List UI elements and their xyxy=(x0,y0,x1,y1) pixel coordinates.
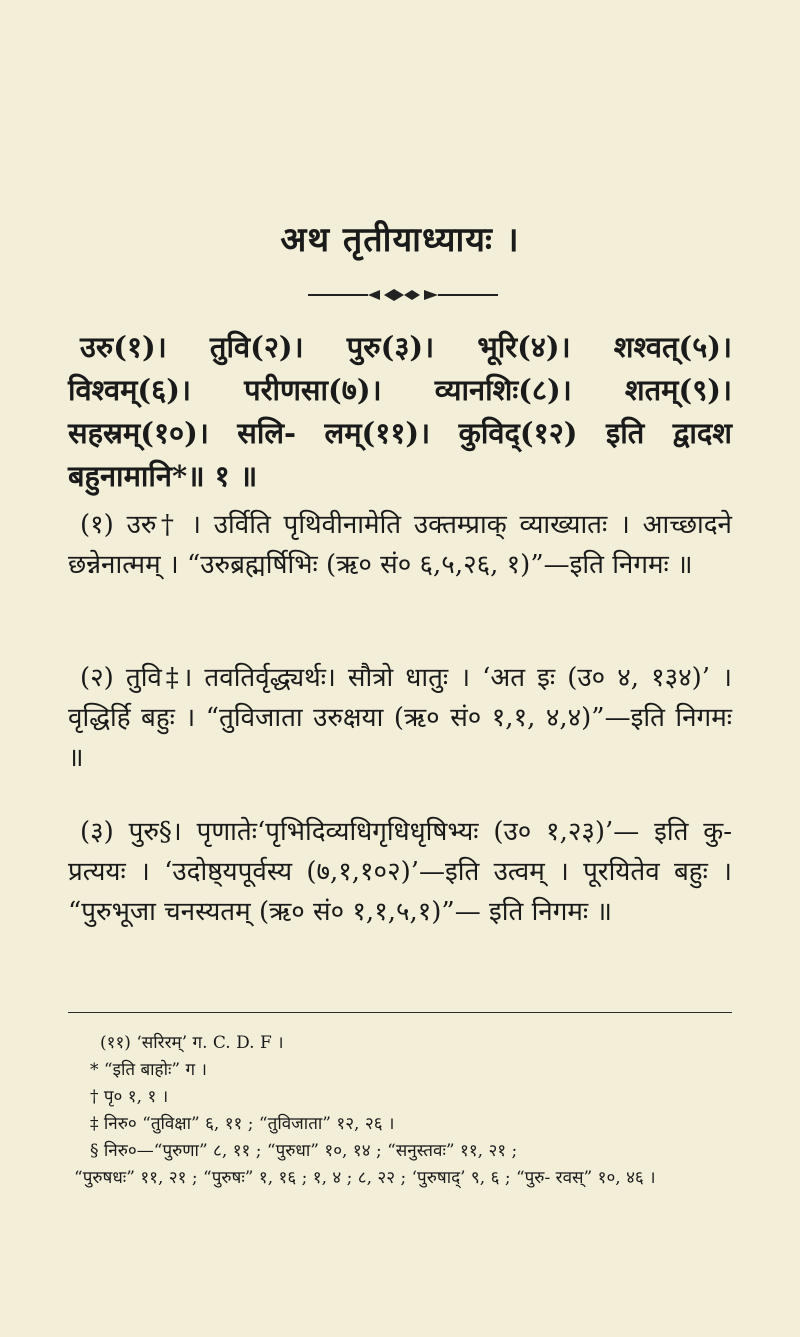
verse-text: उरु(१)। तुवि(२)। पुरु(३)। भूरि(४)। शश्वत्(५)। विश्वम्(६)। परीणसा(७)। व्यानशिः(८)। शतम्(९)। सहस्रम्(१०)। सलि- लम्(११)। कुविद्(१२) इति द्वादश बहुनामानि*॥ १ ॥ xyxy=(68,330,732,493)
commentary-para-2: (२) तुवि‡। तवतिर्वृद्ध्यर्थः। सौत्रो धातुः । ‘अत इः (उ० ४, १३४)’ । वृद्धिर्हि बहुः । “तुविजाता उरुक्षया (ऋ० सं० १,१, ४,४)”—इति निगमः ॥ xyxy=(68,663,732,773)
footnote-separator xyxy=(68,1012,732,1013)
footnote-dagger: † पृ० १, १ । xyxy=(90,1087,169,1107)
footnotes xyxy=(74,1030,730,1192)
ornament-divider xyxy=(308,288,498,302)
footnote-section-continued: “पुरुषधः” ११, २१ ; “पुरुषः” १, १६ ; १, ४ ; ८, २२ ; ‘पुरुषाद्’ ९, ६ ; “पुरु- रवस्” १०, ४६ । xyxy=(74,1168,656,1188)
commentary-para-1: (१) उरु† । उर्विति पृथिवीनामेति उक्तम्प्राक् व्याख्यातः । आच्छादने छन्नेनात्मम् । “उरुब्रह्मर्षिभिः (ऋ० सं० ६,५,२६, १)”—इति निगमः ॥ xyxy=(68,510,732,580)
chapter-title: अथ तृतीयाध्यायः । xyxy=(280,220,520,260)
footnote-11: (११) ‘सरिरम्’ ग. C. D. F । xyxy=(100,1033,284,1053)
footnote-section: § निरु०—“पुरुणा” ८, ११ ; “पुरुधा” १०, १४ ; “सनुस्तवः” ११, २१ ; xyxy=(90,1141,518,1161)
footnote-double-dagger: ‡ निरु० “तुविक्षा” ६, ११ ; “तुविजाता” १२, २६ । xyxy=(90,1114,395,1134)
footnote-star: * “इति बाहोः” ग । xyxy=(90,1060,207,1080)
commentary-para-3: (३) पुरु§। पृणातेः‘पृभिदिव्यधिगृधिधृषिभ्यः (उ० १,२३)’— इति कु-प्रत्ययः । ‘उदोष्ठ्यपूर्वस्य (७,१,१०२)’—इति उत्वम् । पूरयितेव बहुः । “पुरुभूजा चनस्यतम् (ऋ० सं० १,१,५,१)”— इति निगमः ॥ xyxy=(68,817,732,927)
book-page xyxy=(68,0,732,1337)
